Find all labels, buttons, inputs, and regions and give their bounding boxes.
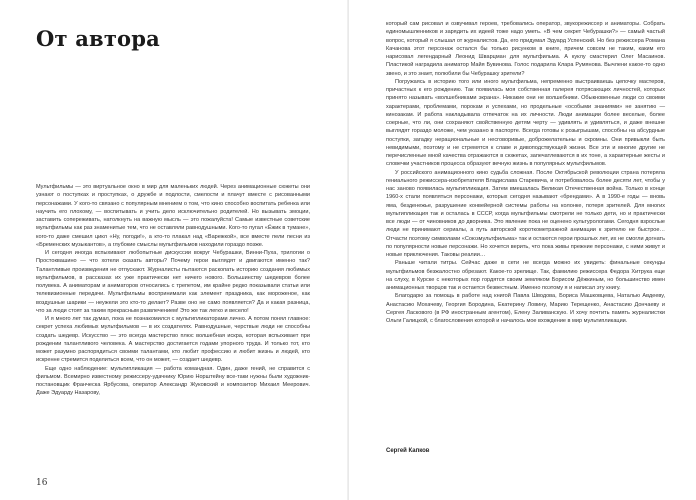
paragraph: который сам рисовал и озвучивал героев, требовались оператор, звукорежиссер и аниматоры. Собрать единомышленников и зарядить их идеей тоже надо уметь. «В чем секрет Чебурашки?» — самый частый вопрос, который я слышал от журналистов. Да, его придумал Эдуард Успенский. Но без режиссера Романа Качанова этот персонаж остался бы только рисунком в книге, причем совсем не таким, каким его нарисовал легендарный Леонид Шварцман для мультфильма. А куклу смастерил Олег Масаинов. Пластикой наградила аниматор Майя Бувинова. Голос подарила Клара Румянова. Вычлени какое-то одно звено, и это знает, полюбили бы Чебурашку зрители?: [386, 21, 665, 77]
paragraph: И сегодня иногда вспыхивают любопытные дискуссии вокруг Чебурашки, Винни-Пуха, трилогии о Простоквашино — что хотели сказать авторы? Почему герои выглядят и двигаются именно так? Талантливые произведения не отпускают. Журналисты пытаются раскопать историю создания любимых мультфильмов, в рассказах их уже практически нет ничего нового. Большинству шедевров более полувека. А аниматорам и аниматоров относились с трепетом, им крайне редко показывали статьи или телевизионные передачи. Мультфильмы воспринимали как элемент праздника, как мороженое, как воздушные шарики — неужели это кто-то делает? Разве оно не само появляется? Да и какая разница, что за люди стоят за таким прекрасным развлечением! Это же так легко и весело!: [36, 250, 310, 314]
author-signature: Сергей Капков: [386, 448, 430, 454]
paragraph: У российского анимационного кино судьба сложная. После Октябрьской революции страна потеряла гениального режиссера-изобретателя Владислава Старевича, и потребовалось более десяти лет, чтобы у нас заново появилась мультипликация. Затем вмешалась Великая Отечественная война. Только в конце 1960-х стали появляться персонажи, которых сегодня называют «брендами». А в 1990-е годы — вновь яма, безденежье, разрушение конвейерной системы работы на колонке, потеря зрителей. Для многих мультипликация так и осталась в СССР, когда мультфильмы смотрели не только дети, но и практически все люди — от чиновников до дворника. Это явление пока не оценено культурологами. Сегодня взрослые люди не принимают сериалы, а путь авторской короткометражной анимации к зрителю не быстрое… Отчасти поэтому символами «Союзмультфильма» так и остаются герои прошлых лет, их не смогли догнать по популярности новые персонажи. Но хочется верить, что пока живы прежние персонажи, с ними живут и новые приключения. Таковы реалии…: [386, 169, 665, 258]
paragraph: Погружаясь в историю того или иного мультфильма, непременно выстраиваешь цепочку мастеров, причастных к его рождению. Так появилась моя собственная галерея потрясающих личностей, которых принято называть «волшебниками экрана». Никакие они не волшебники. Обыкновенные люди со своими характерами, проблемами, порокам и успехами, но продельные «особыми знаниями» не занятию — кинозакам. И работа накладывала отпечаток на их личности. Люди анимации более веселые, более соерные, что ли, они сохраняют свойственную детям черту — удивлять и удивляться, и даже внешне выглядят гораздо моложе, чем указано в паспорте. Всегда готовы к розыгрышам, способны на абсурдные поступки, загадку нерациональные и несговоривые, доброжелательны и скромны. Они привыкли быть невидимыми, поэтому и не стремятся к славе и дивоподствующей жизни. Все эти и многие другие не перечисленные мной качества отражаются в сюжетах, запечатлеваются в их тоне, а характерные жесты и словечки участников процесса образуют вечную жизнь в популярных мультфильмов.: [386, 78, 665, 168]
paragraph: Благодарю за помощь в работе над книгой Павла Шводова, Бориса Машковцева, Наталью Авдееву, Анастасию Мохачеву, Георгия Бородина, Екатерину Ловину, Марию Терещенко, Анастасию Дончаеву и Сергея Ласкового (в РФ иностранным агентом), Елену Заливанскую. И хочу почтить память журналистки Ольги Галицкой, с благословения которой и началось мое вхождение в мир мультипликации.: [386, 293, 665, 324]
page-title: От автора: [36, 26, 160, 51]
spine-divider: [347, 0, 349, 500]
paragraph: И я много лет так думал, пока не познакомился с мультипликаторами лично. А потом понял главное: секрет успеха любимых мультфильмов — в их создателях. Равнодушные, черствые люди не способны создать шедевр. Искусство — это всегда мастерство плюс волшебная искра, которая вспыхивает при рождении талантливого человека. А мастерство достигается годами упорного труда. И только тот, кто может разумно распорядиться своими талантами, кто любит профессию и любит жизнь и людей, кто искренне стремится поделиться всем, что он может, — создает шедевр.: [36, 316, 310, 364]
page-number: 16: [36, 478, 48, 488]
right-text-column: [386, 20, 665, 325]
paragraph: Раньше читали титры. Сейчас даже в сети не всегда можно их увидеть: финальные секунды мультфильмов безжалостно обрезают. Какое-то зрелище. Так, фамилию режиссера Федора Хитрука еще на слуху, в Курске с некоторых пор гордятся своим земляком Борисом Дёжкиным, но большинство имен анимационных творцов так и остается безвестным. Именно поэтому я и написал эту книгу.: [386, 260, 665, 291]
paragraph: Мультфильмы — это виртуальное окно в мир для маленьких людей. Через анимационные сюжеты они узнают о поступках и проступках, о дружбе и подлости, смелости и плачут вместе с рисованными персонажами. У кого-то связано с популярным мнением о том, что кино способно воспитать ребенка или научить его плохому, — воспитывать и учить дело исключительно родителей. Но вызывать эмоции, заставить сопереживать, натолкнуть на важную мысль — это пожалуйста! Самые известные советские мультфильмы как раз знаменитые тем, что не оставляли равнодушными. Кого-то пугал «Ёжик в тумане», кого-то даже смешил цикл «Ну, погоди!», а кто-то плакал над «Варежкой», все вместе пели песни из «Бременских музыкантов», а глубокие смыслы мультфильмов находили гораздо позже.: [36, 184, 310, 248]
paragraph: Еще одно наблюдение: мультипликация — работа командная. Один, даже гений, не справится с фильмом. Всемирно известному режиссеру-удачнику Юрию Норштейну все-таки нужны были художник-постановщик Франческа Ярбусова, оператор Александр Жуковский и композитор Михаил Меерович. Даже Эдуарду Назарову,: [36, 365, 310, 397]
left-text-column: [36, 183, 310, 398]
